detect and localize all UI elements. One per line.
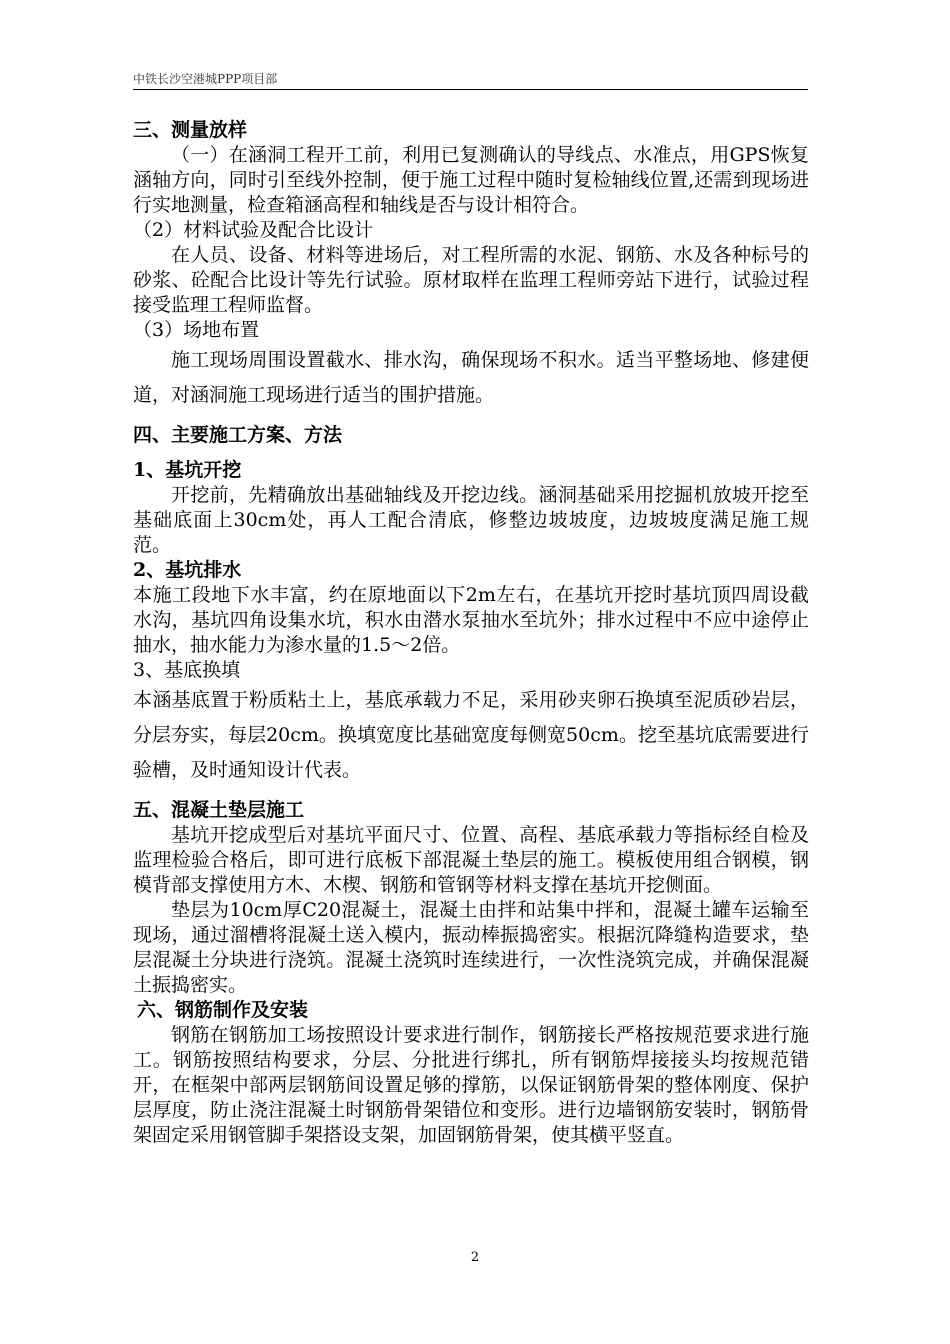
section-3-paragraph-2: 在人员、设备、材料等进场后，对工程所需的水泥、钢筋、水及各种标号的砂浆、砼配合比设计等先行试验。原材取样在监理工程师旁站下进行，试验过程接受监理工程师监督。: [133, 244, 809, 316]
section-4-title: 四、主要施工方案、方法: [133, 424, 343, 446]
section-6-title: 六、钢筋制作及安装: [137, 999, 309, 1021]
page-header: 中铁长沙空港城PPP项目部: [133, 72, 278, 86]
section-4-3-paragraph: 本涵基底置于粉质粘土上，基底承载力不足，采用砂夹卵石换填至泥质砂岩层，分层夯实，每层20cm。换填宽度比基础宽度每侧宽50cm。挖至基坑底需要进行验槽，及时通知设计代表。: [133, 689, 809, 781]
section-4-1-title: 1、基坑开挖: [133, 459, 242, 481]
page-number: 2: [470, 1250, 480, 1265]
section-3-title: 三、测量放样: [133, 119, 248, 141]
section-3-subheading-2: （2）材料试验及配合比设计: [133, 219, 374, 241]
section-4-3-title: 3、基底换填: [133, 659, 241, 681]
header-rule: [133, 89, 808, 90]
section-3-paragraph-1: （一）在涵洞工程开工前，利用已复测确认的导线点、水准点，用GPS恢复涵轴方向，同时引至线外控制，便于施工过程中随时复检轴线位置,还需到现场进行实地测量，检查箱涵高程和轴线是否与设计相符合。: [133, 144, 809, 216]
section-4-2-paragraph: 本施工段地下水丰富，约在原地面以下2m左右，在基坑开挖时基坑顶四周设截水沟，基坑四角设集水坑，积水由潜水泵抽水至坑外；排水过程中不应中途停止抽水，抽水能力为渗水量的1.5～2倍。: [133, 584, 809, 656]
section-6-paragraph: 钢筋在钢筋加工场按照设计要求进行制作，钢筋接长严格按规范要求进行施工。钢筋按照结构要求，分层、分批进行绑扎，所有钢筋焊接接头均按规范错开，在框架中部两层钢筋间设置足够的撑筋，以保证钢筋骨架的整体刚度、保护层厚度，防止浇注混凝土时钢筋骨架错位和变形。进行边墙钢筋安装时，钢筋骨架固定采用钢管脚手架搭设支架，加固钢筋骨架，使其横平竖直。: [133, 1024, 809, 1146]
section-4-1-paragraph: 开挖前，先精确放出基础轴线及开挖边线。涵洞基础采用挖掘机放坡开挖至基础底面上30cm处，再人工配合清底，修整边坡坡度，边坡坡度满足施工规范。: [133, 484, 809, 556]
section-5-paragraph-1: 基坑开挖成型后对基坑平面尺寸、位置、高程、基底承载力等指标经自检及监理检验合格后，即可进行底板下部混凝土垫层的施工。模板使用组合钢模，钢模背部支撑使用方木、木楔、钢筋和管钢等材料支撑在基坑开挖侧面。: [133, 824, 809, 896]
section-4-2-title: 2、基坑排水: [133, 559, 242, 581]
document-body: [133, 118, 809, 1148]
section-3-subheading-3: （3）场地布置: [133, 319, 260, 341]
section-5-title: 五、混凝土垫层施工: [133, 799, 305, 821]
section-3-paragraph-3: 施工现场周围设置截水、排水沟，确保现场不积水。适当平整场地、修建便道，对涵洞施工现场进行适当的围护措施。: [133, 349, 809, 406]
section-5-paragraph-2: 垫层为10cm厚C20混凝土，混凝土由拌和站集中拌和，混凝土罐车运输至现场，通过溜槽将混凝土送入模内，振动棒振捣密实。根据沉降缝构造要求，垫层混凝土分块进行浇筑。混凝土浇筑时连续进行，一次性浇筑完成，并确保混凝土振捣密实。: [133, 899, 809, 996]
